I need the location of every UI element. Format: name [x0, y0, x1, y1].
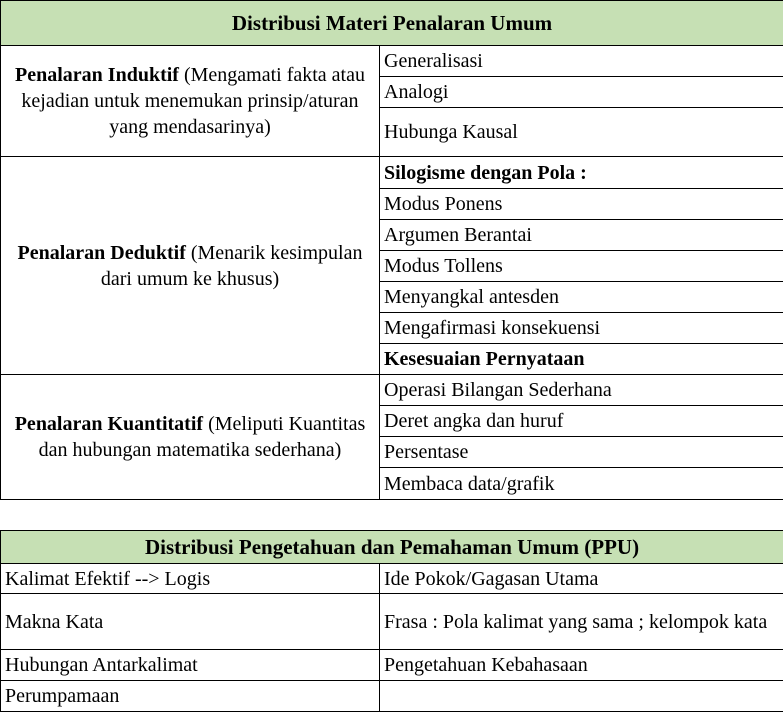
group-induktif-cell [1, 46, 380, 157]
group-kuantitatif-heading: Penalaran Kuantitatif [15, 413, 203, 435]
ppu-table [0, 530, 783, 712]
ppu-perumpamaan: Perumpamaan [1, 681, 380, 712]
item-silogisme: Silogisme dengan Pola : [380, 157, 783, 189]
ppu-kalimat-efektif: Kalimat Efektif --> Logis [1, 564, 380, 594]
item-kesesuaian-pernyataan: Kesesuaian Pernyataan [380, 344, 783, 375]
item-analogi: Analogi [380, 77, 783, 108]
item-modus-tollens: Modus Tollens [380, 251, 783, 282]
penalaran-umum-title: Distribusi Materi Penalaran Umum [1, 1, 783, 46]
ppu-pengetahuan-kebahasaan: Pengetahuan Kebahasaan [380, 650, 783, 681]
group-kuantitatif-cell [1, 375, 380, 500]
group-kuantitatif-description: (Meliputi Kuantitas dan hubungan matematika sederhana) [39, 413, 366, 461]
ppu-frasa: Frasa : Pola kalimat yang sama ; kelompok kata [380, 594, 783, 650]
item-generalisasi: Generalisasi [380, 46, 783, 77]
item-menyangkal-antesden: Menyangkal antesden [380, 282, 783, 313]
group-deduktif-description: (Menarik kesimpulan dari umum ke khusus) [101, 242, 363, 290]
item-operasi-bilangan: Operasi Bilangan Sederhana [380, 375, 783, 406]
group-induktif-description: (Mengamati fakta atau kejadian untuk menemukan prinsip/aturan yang mendasarinya) [21, 64, 365, 138]
item-argumen-berantai: Argumen Berantai [380, 220, 783, 251]
item-persentase: Persentase [380, 437, 783, 468]
item-deret-angka: Deret angka dan huruf [380, 406, 783, 437]
item-membaca-data: Membaca data/grafik [380, 468, 783, 500]
ppu-makna-kata: Makna Kata [1, 594, 380, 650]
ppu-empty-cell [380, 681, 783, 712]
ppu-ide-pokok: Ide Pokok/Gagasan Utama [380, 564, 783, 594]
item-hubungan-kausal: Hubunga Kausal [380, 108, 783, 157]
ppu-hubungan-antarkalimat: Hubungan Antarkalimat [1, 650, 380, 681]
group-deduktif-cell [1, 157, 380, 375]
group-induktif-heading: Penalaran Induktif [15, 64, 179, 86]
group-deduktif-heading: Penalaran Deduktif [18, 242, 186, 264]
ppu-title: Distribusi Pengetahuan dan Pemahaman Umum (PPU) [1, 531, 783, 564]
item-mengafirmasi-konsekuensi: Mengafirmasi konsekuensi [380, 313, 783, 344]
item-modus-ponens: Modus Ponens [380, 189, 783, 220]
